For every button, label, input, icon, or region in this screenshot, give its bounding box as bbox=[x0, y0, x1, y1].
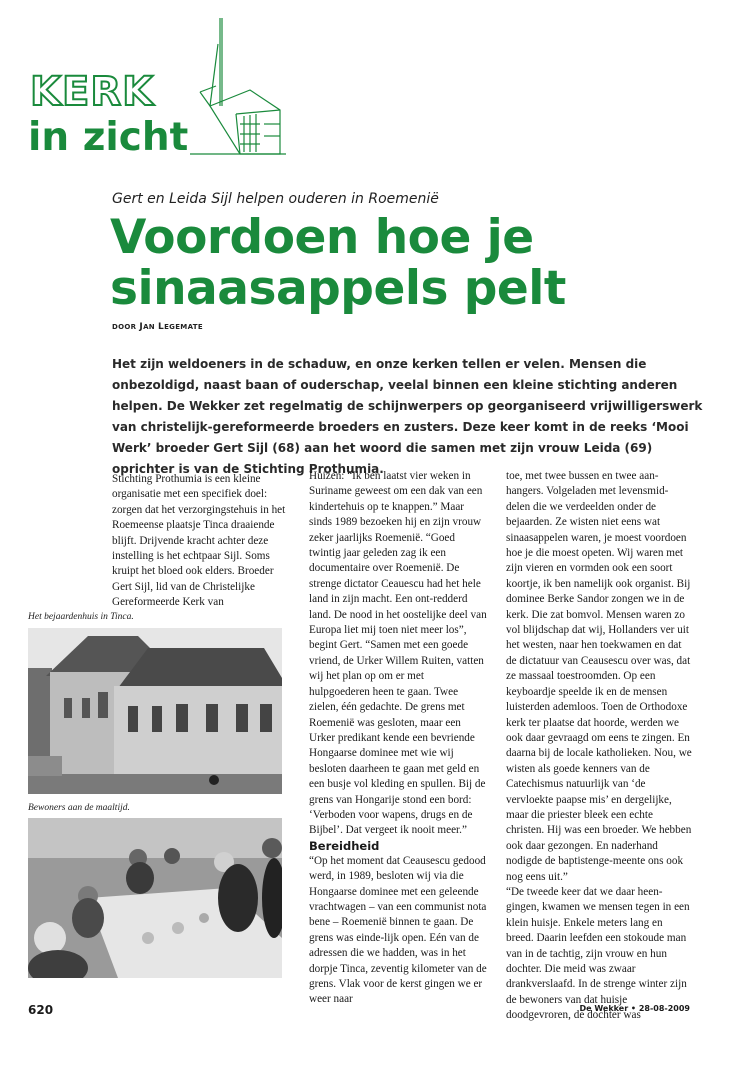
headline-line-1: Voordoen hoe je bbox=[110, 210, 534, 265]
logo-in-zicht: in zicht bbox=[28, 115, 189, 160]
column-1-text: Stichting Prothumia is een kleine organisatie met een specifiek doel: zorgen dat het verzorgingstehuis in het Roemeense plaatsje Tinca draaiende blijft. Drijvende kracht achter deze instelling is het echtpaar Sijl. Soms kruipt het bloed ook elders. Broeder Gert Sijl, lid van de Christelijke Gereformeerde Kerk van bbox=[112, 473, 286, 609]
photo-caption-1: Het bejaardenhuis in Tinca. bbox=[28, 612, 134, 622]
footer-source: De Wekker • 28-08-2009 bbox=[579, 1004, 690, 1013]
article-headline bbox=[110, 212, 710, 314]
column-3-text-b: “De tweede keer dat we daar heen-gingen, kwamen we mensen tegen in een klein huisje. Enkele meters lang en breed. Daarin leefden een stokoude man van in de tachtig, zijn vrouw en hun dochter. Die meid was zwaar drankverslaafd. In de strenge winter zijn de bewoners van dat huisje doodgevroren, de dochter was bbox=[506, 885, 690, 1022]
byline-author-j: J bbox=[139, 322, 144, 332]
article-column-2 bbox=[309, 469, 487, 1008]
photo-caption-2: Bewoners aan de maaltijd. bbox=[28, 803, 130, 813]
article-column-3 bbox=[506, 469, 692, 1024]
photo-residents-meal bbox=[28, 818, 282, 978]
column-3-text-a: toe, met twee bussen en twee aan-hangers. Volgeladen met levensmid-delen die we verdeelden onder de bejaarden. Ze wisten niet eens wat sinaasappelen waren, je moest voordoen hoe je die moest opeten. Wij waren met zijn vieren en vormden ook een soort koortje, ik ben namelijk ook organist. Bij dominee Berke Sandor zongen we in de kerk. Die zat bomvol. Mensen waren zo vol blijdschap dat wij, Hollanders ver uit het westen, naar hen toekwamen en dat de dictatuur van Ceausescu over was, dat ze massaal toestroomden. Op een keyboardje speelde ik en de mensen luisterden ademloos. Toen de Orthodoxe kerk ter plaatse dat hoorde, werden we ook daar gevraagd om eens te zingen. En daarna bij de locale katholieken. Nou, we wisten als goede kenners van de Catechismus natuurlijk van ‘de vervloekte paapse mis’ en dergelijke, maar die priester bleek een echte christen. Hij was een broeder. We hebben ook daar gezongen. En naderhand nodigde de baptistenge-meente ons ook nog eens uit.” bbox=[506, 470, 692, 883]
byline-author-l: L bbox=[158, 322, 165, 332]
church-spire-icon bbox=[180, 14, 290, 164]
byline-prefix: DOOR bbox=[112, 323, 137, 331]
article-intro: Het zijn weldoeners in de schaduw, en onze kerken tellen er velen. Mensen die onbezoldigd, naast baan of ouderschap, veelal binnen een kleine stichting anderen helpen. De Wekker zet regelmatig de schijnwerpers op georganiseerd vrijwilligerswerk van christelijk-gereformeerde broeders en zusters. Deze keer komt in de reeks ‘Mooi Werk’ broeder Gert Sijl (68) aan het woord die samen met zijn vrouw Leida (69) oprichter is van de Stichting Prothumia. bbox=[112, 357, 703, 476]
column-2-text-b: “Op het moment dat Ceausescu gedood werd, in 1989, besloten wij via die Hongaarse dominee met een geleende vrachtwagen – van een communist nota bene – Roemenië binnen te gaan. De grens was einde-lijk open. Eén van de adressen die we hadden, was in het dorpje Tinca, zeventig kilometer van de grens. Vlak voor de kerst gingen we er weer naar bbox=[309, 854, 487, 1006]
logo-kerk: KERK bbox=[30, 69, 155, 115]
headline-line-2: sinaasappels pelt bbox=[110, 261, 566, 316]
photo-nursing-home bbox=[28, 628, 282, 794]
column-2-text-a: Huizen: “Ik ben laatst vier weken in Suriname geweest om een dak van een kindertehuis op te knappen.” Maar sinds 1989 bezoeken hij en zijn vrouw zeker jaarlijks Roemenië. “Goed twintig jaar geleden zag ik een documentaire over Roemenië. De strenge dictator Ceauescu had het hele land in zijn macht. Een ont-redderd land. De nood in het oostelijke deel van Europa liet mij toen niet meer los”, begint Gert. “Samen met een goede vriend, de Urker Willem Ruiten, vatten wij het plan op om er met hulpgoederen heen te gaan. Twee zielen, één gedachte. De grens met Roemenië was gesloten, maar een Urker predikant kende een bevriende Hongaarse dominee met wie wij besloten daarheen te gaan met geld en een busje vol kleding en spullen. Bij de grens van Hongarije stond een bord: ‘Verboden voor wapens, drugs en de Bijbel’. Dat vergeet ik nooit meer.” bbox=[309, 470, 487, 837]
byline-author-an: AN bbox=[143, 323, 155, 331]
byline bbox=[112, 322, 203, 332]
byline-author-egemate: EGEMATE bbox=[164, 323, 203, 331]
article-subtitle: Gert en Leida Sijl helpen ouderen in Roemenië bbox=[112, 191, 439, 207]
page-number: 620 bbox=[28, 1003, 54, 1017]
section-heading-bereidheid: Bereidheid bbox=[309, 838, 380, 853]
article-column-1 bbox=[112, 472, 292, 611]
